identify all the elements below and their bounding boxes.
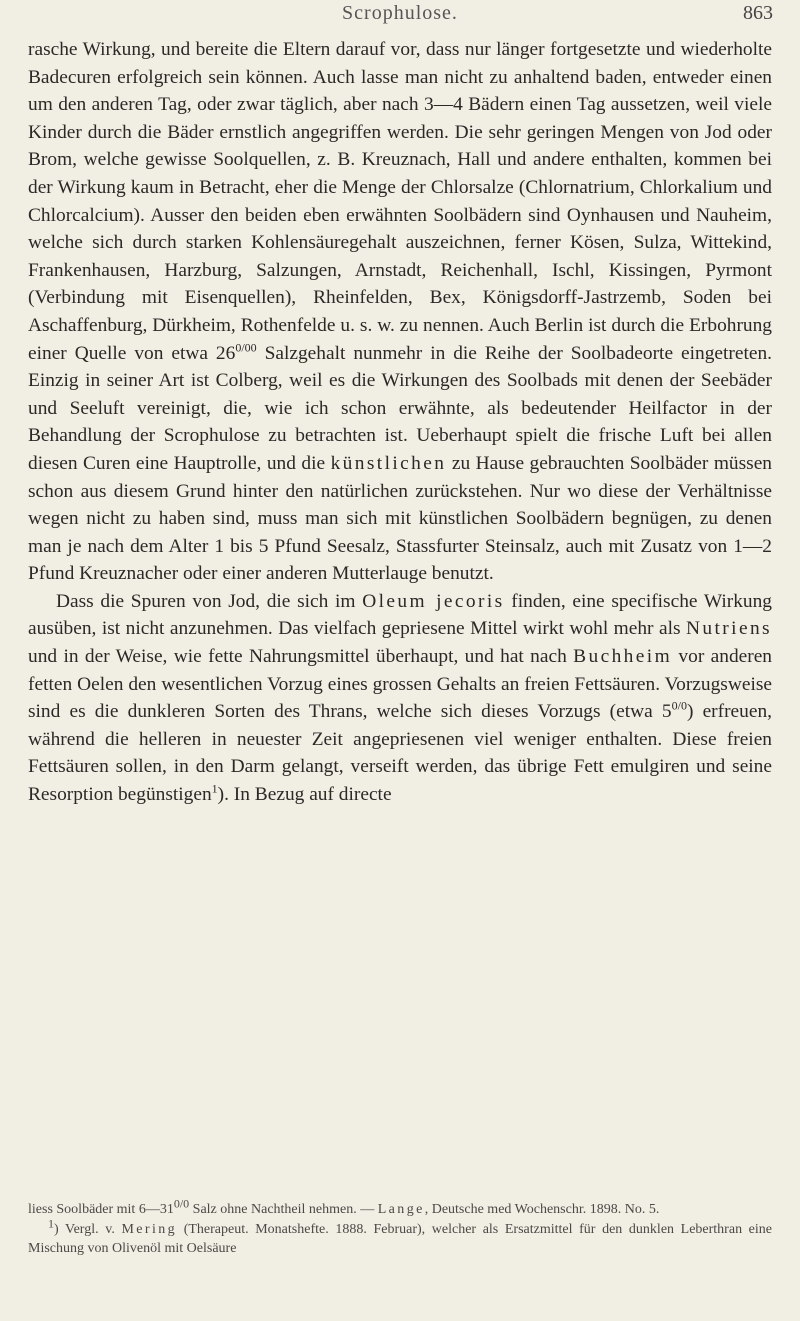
paragraph-2-text-c: und in der Weise, wie fette Nahrungsmittel überhaupt, und hat nach — [28, 646, 574, 668]
paragraph-1-text-c: zu Hause gebrauchten Soolbäder müssen schon aus diesem Grund hinter den natürlichen zurückstehen. Nur wo diese der Verhältnisse wegen nicht zu haben sind, muss man sich mit künstlichen Soolbädern begnügen, zu denen man je nach dem Alter 1 bis 5 Pfund Seesalz, Stassfurter Steinsalz, auch mit Zusatz von 1—2 Pfund Kreuznacher oder einer anderen Mutterlauge benutzt. — [28, 452, 772, 585]
footnote-reference[interactable]: 1 — [211, 781, 218, 796]
paragraph-1 — [28, 36, 772, 588]
page-number: 863 — [743, 2, 773, 24]
footnote-1 — [28, 1215, 773, 1259]
author-lange: Lange — [377, 1202, 425, 1217]
emphasis-oleum-jecoris: Oleum jecoris — [362, 590, 505, 612]
footnote-1-text-b: (Therapeut. Monatshefte. 1888. Februar), welcher als Ersatzmittel für den dunklen Leberthran eine Mischung von Olivenöl mit Oelsäure — [28, 1221, 773, 1256]
body-text — [28, 36, 772, 809]
emphasis-nutriens: Nutriens — [686, 618, 772, 640]
running-title: Scrophulose. — [342, 2, 458, 24]
footnote-1-text-a: ) Vergl. v. — [54, 1221, 122, 1237]
emphasis-kuenstlichen: künstlichen — [330, 452, 447, 474]
author-mering: Mering — [121, 1221, 178, 1237]
author-buchheim: Buchheim — [573, 646, 673, 668]
footnote-continuation-text-a: liess Soolbäder mit 6—31 — [28, 1202, 174, 1217]
paragraph-2-text-a: Dass die Spuren von Jod, die sich im — [56, 590, 363, 612]
running-head — [0, 0, 800, 30]
paragraph-2-text-d: vor anderen fetten Oelen den wesentlichen Vorzug eines grossen Gehalts an freien Fettsäuren. Vorzugsweise sind es die dunkleren Sorten des Thrans, welche sich dieses Vorzugs (etwa 5 — [28, 646, 772, 723]
footnote-percent-sign: 0/0 — [173, 1196, 190, 1211]
paragraph-2-text-b: finden, eine specifische Wirkung ausüben, ist nicht anzunehmen. Das vielfach gepriesene Mittel wirkt wohl mehr als — [28, 590, 773, 640]
paragraph-1-text-a: rasche Wirkung, und bereite die Eltern darauf vor, dass nur länger fortgesetzte und wiederholte Badecuren erfolgreich sein können. Auch lasse man nicht zu anhaltend baden, entweder einen um den anderen Tag, oder zwar täglich, aber nach 3—4 Bädern einen Tag aussetzen, weil viele Kinder durch die Bäder ernstlich angegriffen werden. Die sehr geringen Mengen von Jod oder Brom, welche gewisse Soolquellen, z. B. Kreuznach, Hall und andere enthalten, kommen bei der Wirkung kaum in Betracht, eher die Menge der Chlorsalze (Chlornatrium, Chlorkalium und Chlorcalcium). Ausser den beiden eben erwähnten Soolbädern sind Oynhausen und Nauheim, welche sich durch starken Kohlensäuregehalt auszeichnen, ferner Kösen, Sulza, Wittekind, Frankenhausen, Harzburg, Salzungen, Arnstadt, Reichenhall, Ischl, Kissingen, Pyrmont (Verbindung mit Eisenquellen), Rheinfelden, Bex, Königsdorff-Jastrzemb, Soden bei Aschaffenburg, Dürkheim, Rothenfelde u. s. w. zu nennen. Auch Berlin ist durch die Erbohrung einer Quelle von etwa 26 — [28, 39, 772, 364]
footnote-continuation-text-c: , Deutsche med Wochenschr. 1898. No. 5. — [424, 1202, 660, 1217]
footnote-1-marker: 1 — [48, 1215, 54, 1230]
percent-sign: 0/0 — [671, 698, 687, 713]
paragraph-2 — [28, 588, 772, 809]
footnote-continuation-text-b: Salz ohne Nachtheil nehmen. — — [189, 1202, 378, 1217]
permille-sign: 0/00 — [235, 340, 257, 355]
footnotes — [28, 1196, 773, 1259]
paragraph-1-text-b: Salzgehalt nunmehr in die Reihe der Soolbadeorte eingetreten. Einzig in seiner Art ist Colberg, weil es die Wirkungen des Soolbads mit denen der Seebäder und Seeluft vereinigt, die, wie ich schon erwähnte, als bedeutender Heilfactor in der Behandlung der Scrophulose zu betrachten ist. Ueberhaupt spielt die frische Luft bei allen diesen Curen eine Hauptrolle, und die — [28, 342, 772, 474]
footnote-continuation — [28, 1196, 772, 1220]
paragraph-2-text-e: ) erfreuen, während die helleren in neuester Zeit angepriesenen viel weniger enthalten. Diese freien Fettsäuren sollen, in den Darm gelangt, verseift werden, das übrige Fett emulgiren und seine Resorption begünstigen — [28, 701, 773, 806]
paragraph-2-text-f: ). In Bezug auf directe — [217, 784, 392, 806]
